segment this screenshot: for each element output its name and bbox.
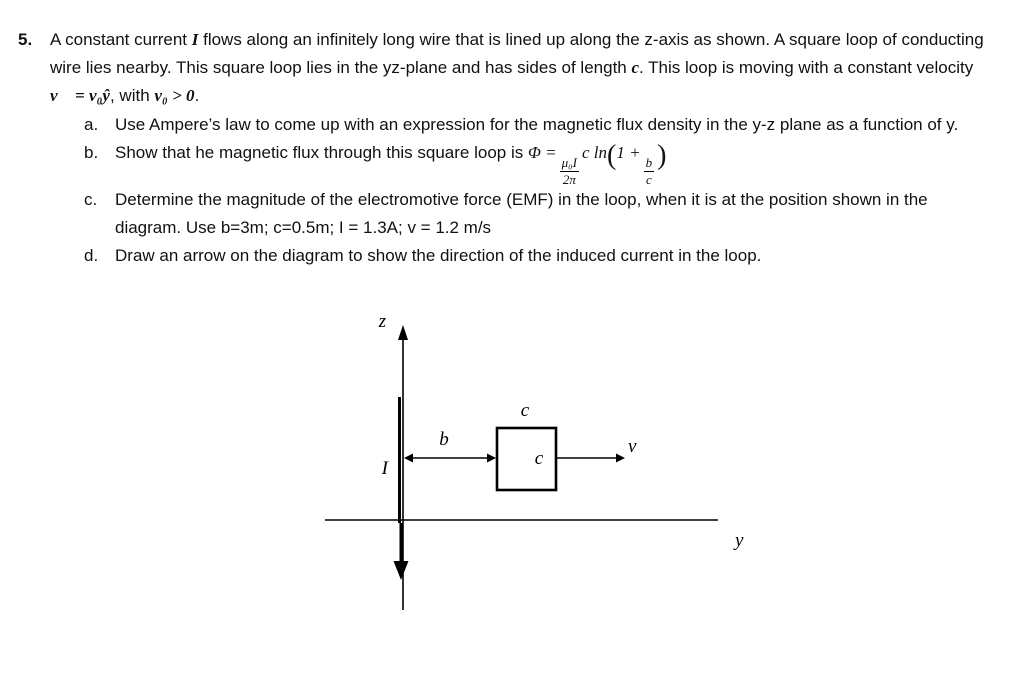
label-distance-b: b [439,429,449,450]
label-velocity-v: v [628,436,637,457]
b-right-arrowhead-icon [487,454,496,463]
problem-parts-list [84,111,994,270]
intro-seg7: , with [109,86,155,105]
intro-velocity-expression: v⃗ = v₀ŷ [50,86,110,105]
current-arrowhead-icon [394,561,409,580]
part-d-label: d. [84,246,99,265]
flux-fraction [560,156,579,186]
problem-intro-text [50,26,994,110]
part-a [84,111,994,139]
label-y-axis: y [735,530,744,551]
part-b [84,139,994,186]
intro-seg3: flows along an infinitely long wire that is lined up along the z-axis as shown. A square loop of conducting wire lies nearby. This square loop lies in the yz-plane and has sides of length [50,30,984,77]
flux-fraction-denominator: 2π [562,172,576,187]
flux-symbol: Φ = [527,143,557,162]
open-paren: ( [607,140,617,171]
part-c-label: c. [84,190,98,209]
part-b-prefix: Show that he magnetic flux through this square loop is [115,143,528,162]
part-a-text: Use Ampere’s law to come up with an expression for the magnetic flux density in the y-z plane as a function of y. [115,115,959,134]
label-z-axis: z [378,311,386,332]
label-side-c-inside: c [534,448,544,469]
velocity-arrowhead-icon [616,454,625,463]
part-a-label: a. [84,115,99,134]
problem-statement [18,26,994,270]
intro-var-current: I [191,30,199,49]
part-b-text [115,139,993,186]
b-left-arrowhead-icon [404,454,413,463]
intro-velocity-condition: v₀ > 0 [154,86,195,105]
part-d-text: Draw an arrow on the diagram to show the direction of the induced current in the loop. [115,246,762,265]
inner-fraction-numerator: b [645,155,653,170]
part-b-label: b. [84,143,99,162]
inner-fraction-denominator: c [645,172,652,187]
square-loop [497,428,556,490]
label-side-c-top: c [520,400,530,421]
flux-mid-term: c ln [582,143,608,162]
label-current-I: I [381,458,388,479]
flux-inner-term: 1 + [616,143,641,162]
intro-seg1: A constant current [50,30,192,49]
problem-number: 5. [18,30,33,49]
problem-intro [18,26,994,110]
z-axis-arrowhead-icon [398,325,408,340]
inner-fraction [644,156,655,186]
intro-seg9: . [194,86,200,105]
intro-seg5: . This loop is moving with a constant velocity [639,58,974,77]
physics-diagram [318,308,750,625]
flux-fraction-numerator: μ₀I [561,155,578,170]
close-paren: ) [657,140,667,171]
intro-var-sidelength: c [631,58,640,77]
part-d [84,242,994,270]
part-c-text: Determine the magnitude of the electromotive force (EMF) in the loop, when it is at the position shown in the diagram. Use b=3m; c=0.5m; I = 1.3A; v = 1.2 m/s [115,190,928,237]
part-c [84,186,994,242]
